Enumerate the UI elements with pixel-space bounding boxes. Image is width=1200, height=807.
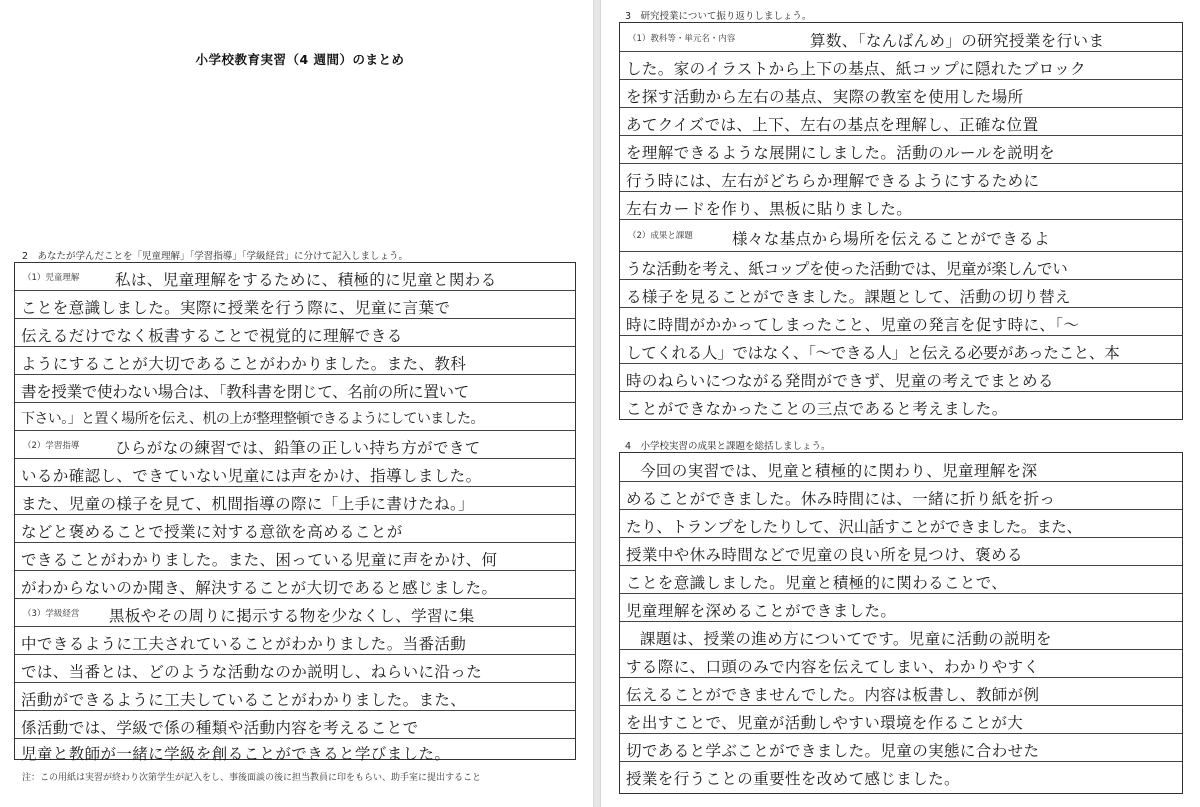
handwritten-line: あてクイズでは、上下、左右の基点を理解し、正確な位置 bbox=[626, 116, 1039, 134]
handwritten-line: ひらがなの練習では、鉛筆の正しい持ち方ができて bbox=[115, 439, 481, 457]
ruled-line bbox=[15, 598, 575, 599]
right-page bbox=[600, 0, 1200, 807]
handwritten-line: 算数、「なんばんめ」の研究授業を行いま bbox=[810, 32, 1105, 50]
handwritten-line: 活動ができるように工夫していることがわかりました。また、 bbox=[21, 691, 467, 709]
handwritten-line: 黒板やその周りに掲示する物を少なくし、学習に集 bbox=[109, 607, 475, 625]
ruled-line bbox=[15, 710, 575, 711]
ruled-line bbox=[15, 486, 575, 487]
handwritten-line: では、当番とは、どのような活動なのか説明し、ねらいに沿った bbox=[21, 663, 483, 681]
ruled-line bbox=[620, 335, 1182, 336]
ruled-line bbox=[15, 738, 575, 739]
handwritten-line: した。家のイラストから上下の基点、紙コップに隠れたブロック bbox=[626, 60, 1087, 78]
ruled-line bbox=[15, 374, 575, 375]
handwritten-line: がわからないのか聞き、解決することが大切であると感じました。 bbox=[21, 579, 498, 597]
handwritten-line: 行う時には、左右がどちらか理解できるようにするために bbox=[626, 172, 1040, 190]
handwritten-line: 書を授業で使わない場合は、「教科書を閉じて、名前の所に置いて bbox=[21, 383, 469, 401]
class-management-label: （3）学級経営 bbox=[23, 609, 80, 619]
handwritten-line: 課題は、授業の進め方についてです。児童に活動の説明を bbox=[640, 630, 1052, 648]
handwritten-line: ことを意識しました。実際に授業を行う際に、児童に言葉で bbox=[21, 299, 451, 317]
ruled-line bbox=[620, 391, 1182, 392]
ruled-line bbox=[620, 251, 1182, 252]
handwritten-line: 中できるように工夫されていることがわかりました。当番活動 bbox=[21, 635, 467, 653]
handwritten-line: してくれる人」ではなく、「～できる人」と伝える必要があったこと、本 bbox=[626, 344, 1120, 362]
subject-unit-content-label: （1）教科等・単元名・内容 bbox=[628, 34, 736, 44]
handwritten-line: 児童理解を深めることができました。 bbox=[626, 602, 897, 620]
child-understanding-label: （1）児童理解 bbox=[23, 273, 80, 283]
ruled-line bbox=[15, 682, 575, 683]
ruled-line bbox=[620, 279, 1182, 280]
ruled-line bbox=[620, 135, 1182, 136]
ruled-line bbox=[620, 363, 1182, 364]
handwritten-line: ことを意識しました。児童と積極的に関わることで、 bbox=[626, 574, 1008, 592]
handwritten-line: 児童と教師が一緒に学級を創ることができると学びました。 bbox=[21, 745, 451, 763]
handwritten-line: 伝えるだけでなく板書することで視覚的に理解できる bbox=[21, 327, 403, 345]
ruled-line bbox=[15, 626, 575, 627]
document-title: 小学校教育実習（4 週間）のまとめ bbox=[195, 52, 405, 67]
ruled-line bbox=[620, 677, 1182, 678]
ruled-line bbox=[620, 705, 1182, 706]
handwritten-line: 伝えることができませんでした。内容は板書し、教師が例 bbox=[626, 686, 1040, 704]
handwritten-line: めることができました。休み時間には、一緒に折り紙を折っ bbox=[626, 490, 1056, 508]
ruled-line bbox=[620, 51, 1182, 52]
learning-guidance-label: （2）学習指導 bbox=[23, 441, 80, 451]
handwritten-line: る様子を見ることができました。課題として、活動の切り替え bbox=[626, 288, 1071, 306]
ruled-line bbox=[15, 346, 575, 347]
handwritten-line: 係活動では、学級で係の種類や活動内容を考えることで bbox=[21, 719, 419, 737]
handwritten-line: 時のねらいにつながる発問ができず、児童の考えでまとめる bbox=[626, 372, 1054, 390]
handwritten-line: を理解できるような展開にしました。活動のルールを説明を bbox=[626, 144, 1055, 162]
ruled-line bbox=[620, 565, 1182, 566]
ruled-line bbox=[620, 537, 1182, 538]
ruled-line bbox=[620, 649, 1182, 650]
handwritten-line: ことができなかったことの三点であると考えました。 bbox=[626, 400, 1008, 418]
ruled-line bbox=[15, 430, 575, 431]
handwritten-line: 授業中や休み時間などで児童の良い所を見つけ、褒める bbox=[626, 546, 1023, 564]
ruled-line bbox=[620, 481, 1182, 482]
ruled-line bbox=[620, 163, 1182, 164]
handwritten-line: 今回の実習では、児童と積極的に関わり、児童理解を深 bbox=[640, 462, 1038, 480]
ruled-line bbox=[15, 458, 575, 459]
ruled-line bbox=[15, 654, 575, 655]
ruled-line bbox=[620, 761, 1182, 762]
handwritten-line: ようにすることが大切であることがわかりました。また、教科 bbox=[21, 355, 467, 373]
ruled-line bbox=[620, 79, 1182, 80]
handwritten-line: 切であると学ぶことができました。児童の実態に合わせた bbox=[626, 742, 1040, 760]
ruled-line bbox=[15, 318, 575, 319]
handwritten-line: する際に、口頭のみで内容を伝えてしまい、わかりやすく bbox=[626, 658, 1040, 676]
ruled-line bbox=[15, 570, 575, 571]
ruled-line bbox=[620, 307, 1182, 308]
handwritten-line: また、児童の様子を見て、机間指導の際に「上手に書けたね。」 bbox=[21, 495, 475, 513]
ruled-line bbox=[620, 219, 1182, 220]
ruled-line bbox=[15, 514, 575, 515]
handwritten-line: 時に時間がかかってしまったこと、児童の発言を促す時に、「～ bbox=[626, 316, 1080, 334]
results-issues-label: （2）成果と課題 bbox=[628, 231, 693, 241]
handwritten-line: 私は、児童理解をするために、積極的に児童と関わる bbox=[115, 271, 497, 289]
handwritten-line: を探す活動から左右の基点、実際の教室を使用した場所 bbox=[626, 88, 1024, 106]
ruled-line bbox=[15, 542, 575, 543]
ruled-line bbox=[15, 290, 575, 291]
ruled-line bbox=[15, 402, 575, 403]
ruled-line bbox=[620, 509, 1182, 510]
handwritten-line: 左右カードを作り、黒板に貼りました。 bbox=[626, 200, 913, 218]
handwritten-line: 様々な基点から場所を伝えることができるよ bbox=[732, 230, 1051, 248]
ruled-line bbox=[620, 733, 1182, 734]
research-lesson-box bbox=[619, 22, 1183, 420]
section-4-heading: 4 小学校実習の成果と課題を総括しましょう。 bbox=[625, 441, 831, 452]
ruled-line bbox=[620, 593, 1182, 594]
handwritten-line: を出すことで、児童が活動しやすい環境を作ることが大 bbox=[626, 714, 1024, 732]
footnote: 注：この用紙は実習が終わり次第学生が記入をし、事後面談の後に担当教員に印をもらい、助手室に提出すること bbox=[22, 773, 482, 783]
handwritten-line: たり、トランプをしたりして、沢山話すことができました。また、 bbox=[626, 518, 1082, 536]
ruled-line bbox=[620, 191, 1182, 192]
section-3-heading: 3 研究授業について振り返りしましょう。 bbox=[625, 11, 812, 22]
ruled-line bbox=[620, 107, 1182, 108]
handwritten-line: 下さい。」と置く場所を伝え、机の上が整理整頓できるようにしていました。 bbox=[21, 411, 484, 427]
handwritten-line: できることがわかりました。また、困っている児童に声をかけ、何 bbox=[21, 551, 498, 569]
learning-summary-box bbox=[14, 262, 576, 763]
handwritten-line: などと褒めることで授業に対する意欲を高めることが bbox=[21, 523, 403, 541]
handwritten-line: 授業を行うことの重要性を改めて感じました。 bbox=[626, 770, 960, 788]
handwritten-line: うな活動を考え、紙コップを使った活動では、児童が楽しんでい bbox=[626, 260, 1068, 278]
handwritten-line: いるか確認し、できていない児童には声をかけ、指導しました。 bbox=[21, 467, 482, 485]
practicum-summary-box bbox=[619, 452, 1183, 794]
ruled-line bbox=[620, 621, 1182, 622]
left-page bbox=[0, 0, 594, 807]
section-2-heading: 2 あなたが学んだことを「児童理解」「学習指導」「学級経営」に分けて記入しましょう。 bbox=[22, 251, 409, 262]
